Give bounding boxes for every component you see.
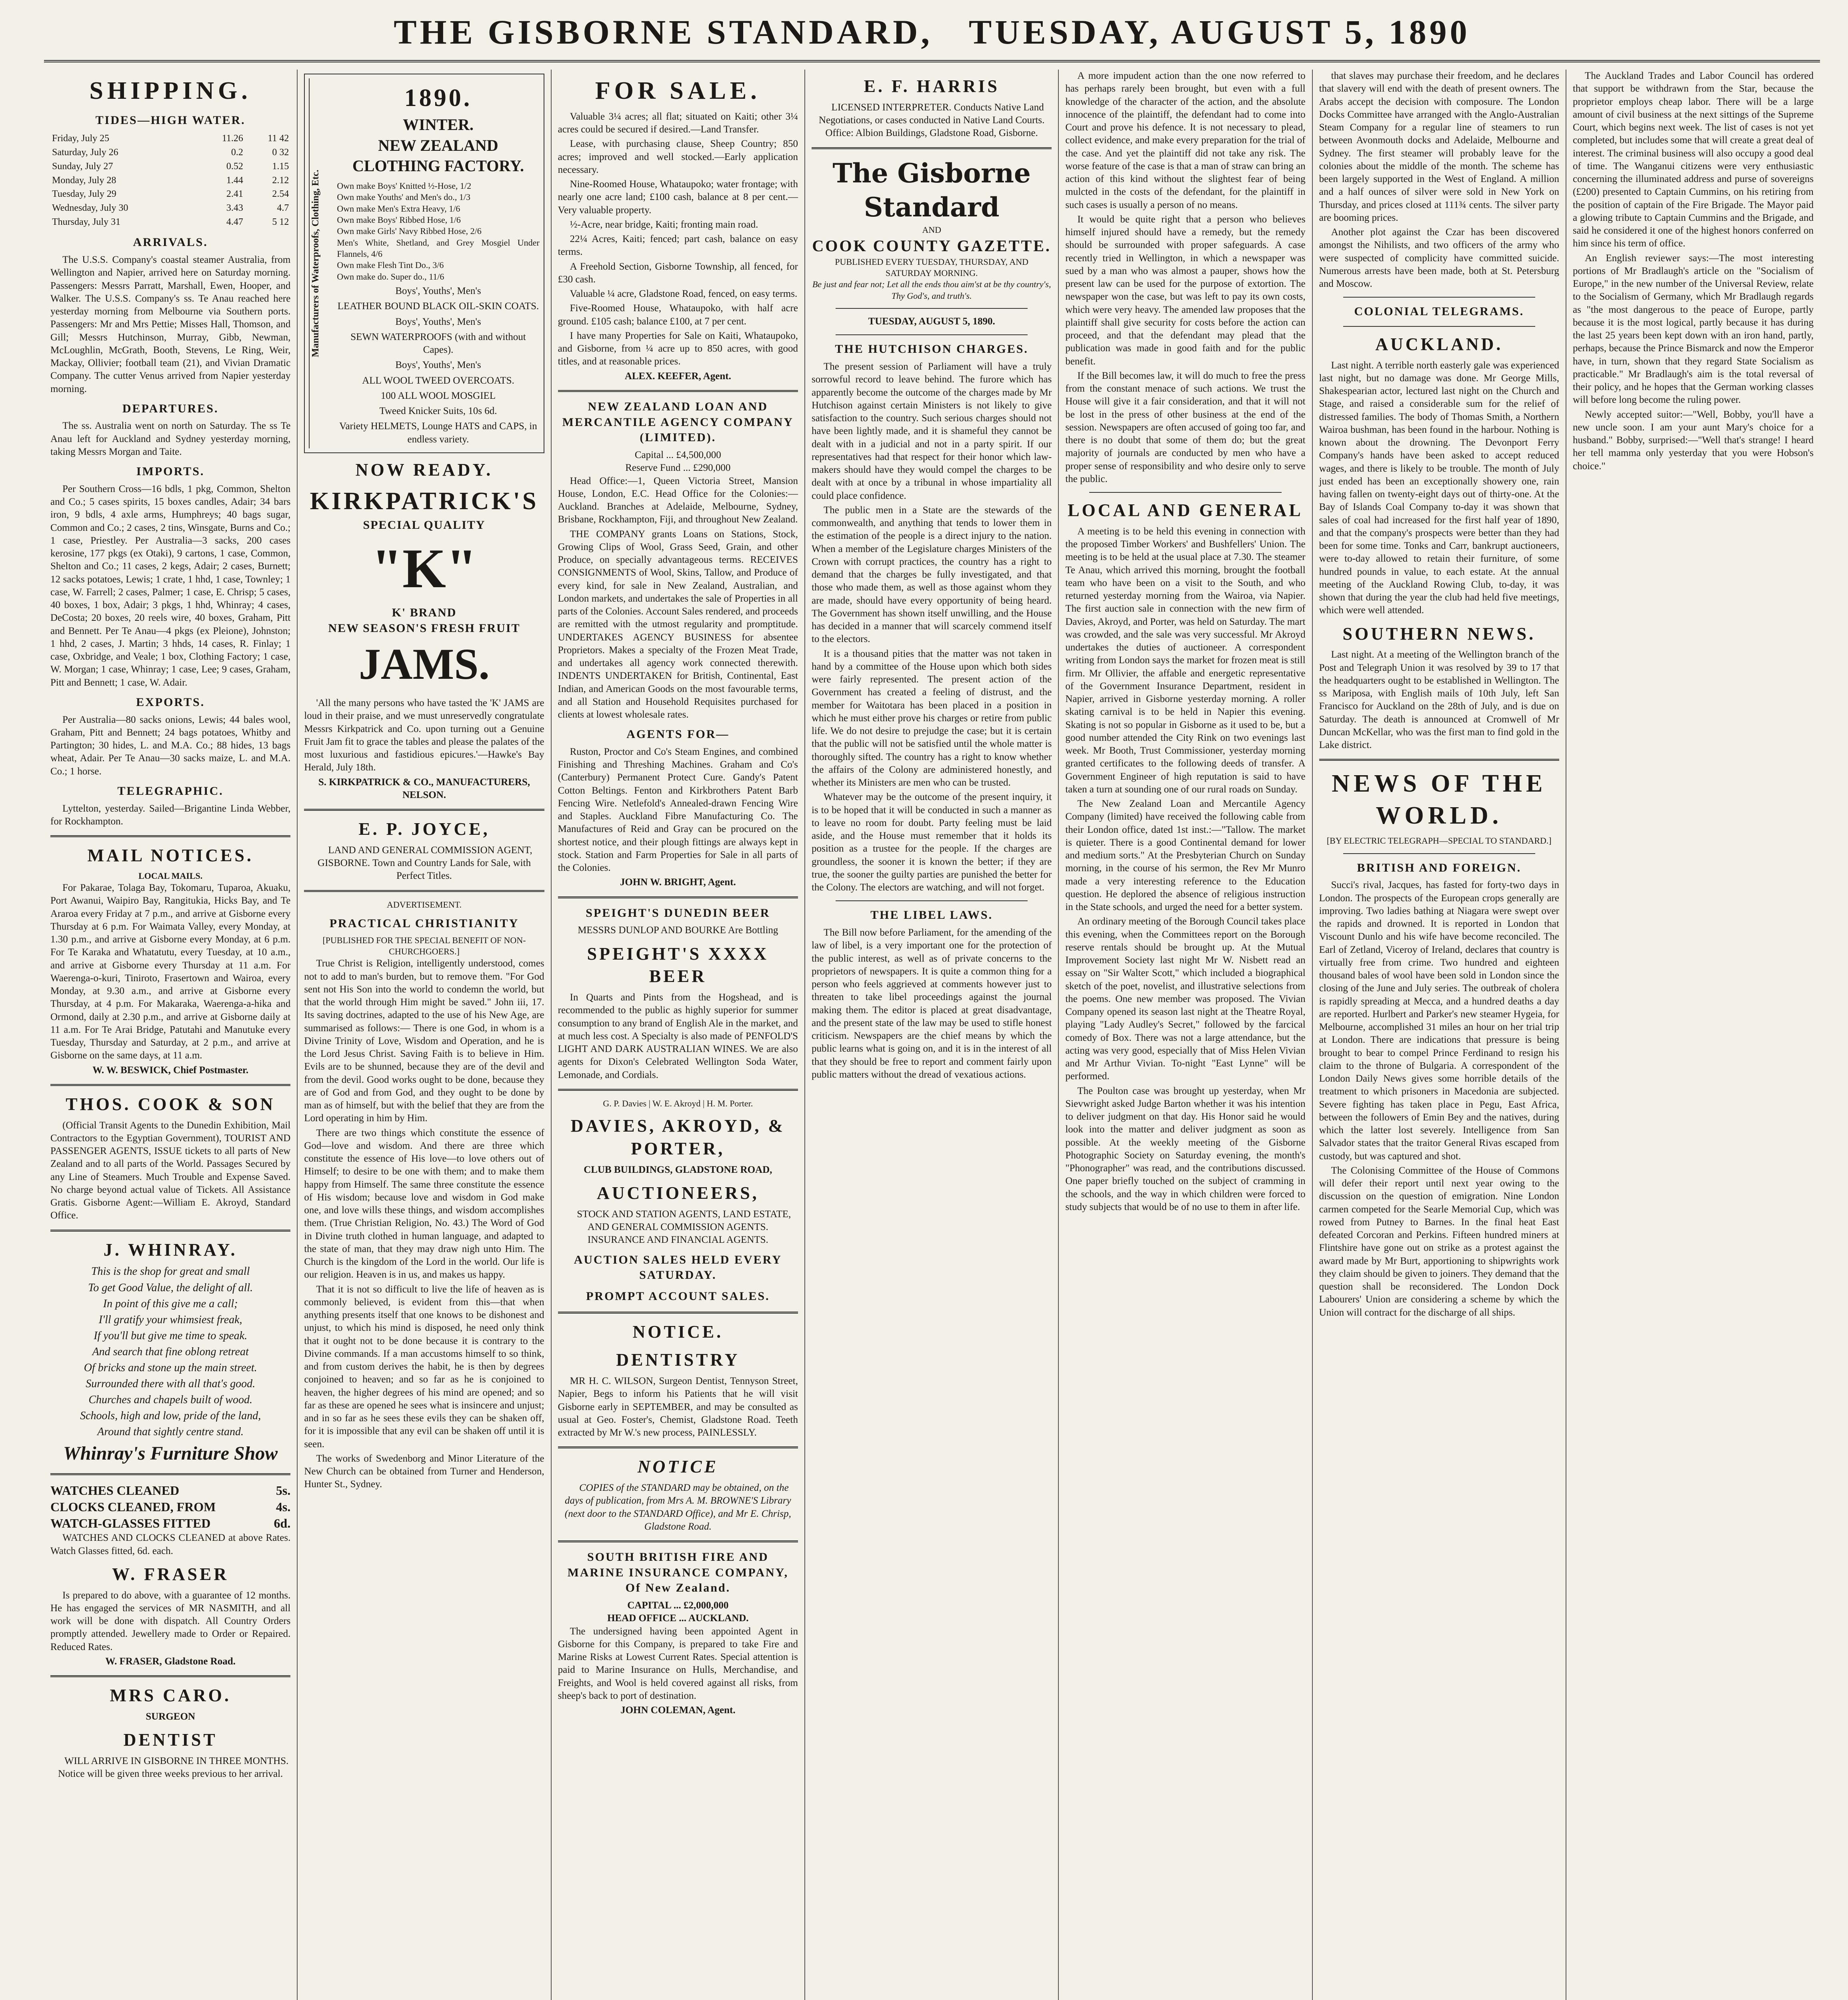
clothing-item: Own make Flesh Tint Do., 3/6 [337,260,444,270]
local-heading: LOCAL AND GENERAL [1068,500,1303,520]
tide-pm: 1.15 [272,161,289,172]
dak-sale: AUCTION SALES HELD EVERY SATURDAY. [574,1253,782,1282]
dak-heading: DAVIES, AKROYD, & PORTER, [570,1116,785,1159]
joyce-text: LAND AND GENERAL COMMISSION AGENT, GISBORNE. Town and Country Lands for Sale, with Perfect Titles. [317,844,532,882]
harris-text: LICENSED INTERPRETER. Conducts Native Land Negotiations, or cases conducted in Native Land Courts. Office: Albion Buildings, Gladstone Road, Gisborne. [818,102,1045,139]
joyce-heading: E. P. JOYCE, [358,819,490,839]
caro-subheading: SURGEON [146,1711,195,1722]
vbar-left: Manufacturers of Waterproofs, Clothing, Etc. [309,78,334,448]
sale-text: I have many Properties for Sale on Kaiti, Whataupoko, and Gisborne, from ¼ acre up to 850 acres, with good titles, and at reasonable prices. [558,330,798,367]
dentistry-heading: DENTISTRY [616,1350,740,1370]
shipping-heading: SHIPPING. [89,77,252,104]
speight-big: SPEIGHT'S XXXX BEER [587,944,769,986]
tide-am: 0.52 [226,161,243,172]
whinray-script: Whinray's Furniture Show [63,1442,278,1464]
mail-heading: MAIL NOTICES. [87,846,254,866]
caro-dentist: DENTIST [123,1730,218,1750]
watch-price: 5s. [276,1483,291,1498]
watches-text: WATCHES AND CLOCKS CLEANED at above Rates. Watch Glasses fitted, 6d. each. [50,1532,291,1556]
tide-am: 11.26 [222,133,243,144]
year-text: 1890. [404,84,472,112]
clothing-line: Variety HELMETS, Lounge HATS and CAPS, in endless variety. [339,421,537,445]
tide-day: Friday, July 25 [52,133,110,144]
tide-pm: 2.12 [272,175,289,186]
pc-text-3: That it is not so difficult to live the life of heaven as is commonly believed, is evident from this—that when anything presents itself that one knows to be dishonest and unjust, to which his mind is disposed, he need only think that it ought not to be done because it is contrary to the Divine commands. If a man accustoms himself to so think, and from custom derives the habit, he is then by degrees conjoined to heaven; and so far as he is conjoined to heaven, the higher degrees of his mind are opened; and so far as these are opened he sees what is insincere and unjust; and in so far as he sees these evils they can be shaken off, for it is impossible that any evil can be shaken off until it is seen. [304,1284,544,1450]
whinray-line: Surrounded there with all that's good. [86,1378,256,1390]
paper-pub: PUBLISHED EVERY TUESDAY, THURSDAY, AND SATURDAY MORNING. [835,256,1028,278]
libel-text: The Bill now before Parliament, for the amending of the law of libel, is a very important one for the protection of the public interest, as well as of private concerns to the proprietors of newspapers. It is quite a common thing for a person who feels aggrieved at comments however just to threaten to take libel proceedings against the journal making them. The editor is placed at great disadvantage, and the present state of the law may be used to stifle honest criticism. Newspapers are the chief means by which the public learns what is going on, and it is in the interest of all that they should be free to report and comment fairly upon public matters without the dread of vexatious actions. [811,927,1052,1080]
departures-heading: DEPARTURES. [122,402,219,415]
imports-text: Per Southern Cross—16 bdls, 1 pkg, Common, Shelton and Co.; 5 cases spirits, 15 boxes candles, Adair; 34 bars iron, 9 bdls, 4 axle arms, Humphreys; 40 bags sugar, Common and Co.; 2 cases, 2 tins, Winsgate, Burns and Co.; 1 case, Priestley. Per Australia—3 sacks, 200 cases kerosine, 177 pkgs (ex Otaki), 9 cartons, 1 case, Common, Shelton and Co.; 11 cases, 2 kegs, Adair; 2 cases, Burnett; 12 sacks potatoes, Lewis; 1 crate, 1 hhd, 1 case, Townley; 1 case, W. Farrell; 2 cases, Palmer; 1 case, E. Chrisp; 5 cases, 40 boxes, 1 box, Adair; 3 pkgs, 1 hhd, Whinray; 4 cases, DeCosta; 20 boxes, 20 reels wire, 40 boxes, Graham, Pitt and Bennett. Per Te Anau—4 pkgs (ex Pleione), Johnston; 1 hhd, 2 cases, J. Martin; 3 hhds, 14 cases, R. Finlay; 1 case, Oxbridge, and Veale; 1 box, Clothing Factory; 1 case, W. Morgan; 1 case, Whinray; 1 case, Lee; 9 cases, Graham, Pitt and Bennett; 1 case, W. Adair. [50,483,291,688]
hutch-text-1: The present session of Parliament will have a truly sorrowful record to leave behind. The furore which has apparently become the outcome of the charges made by Mr Hutchison against certain Ministers is not likely to give satisfaction to the country. Such serious charges should not have been lightly made, and it is shameful they cannot be dealt with in a judicial and not in a party spirit. If our representatives had that respect for their honor which law-makers should have they would compel the charges to be dealt with at once by a tribunal in whose impartiality all could place confidence. [811,361,1052,501]
tide-day: Wednesday, July 30 [52,203,128,214]
foreign-cont-1: that slaves may purchase their freedom, and he declares that slavery will end with the death of present owners. The Arabs accept the decision with composure. The London Docks Committee have arranged with the Anglo-Australian Steam Company for a regular line of steamers to run between Avonmouth docks and Adelaide, Melbourne and Sydney. The first steamer will probably leave for the colonies about the middle of the month. The scheme has been largely supported in the West of England. A million and a half ounces of silver were sold in New York on Thursday, and prices closed at 111¾ cents. The silver party are booming prices. [1319,70,1559,223]
caro-heading: MRS CARO. [110,1686,231,1706]
whinray-line: Churches and chapels built of wood. [88,1394,252,1406]
southern-text: Last night. At a meeting of the Wellington branch of the Post and Telegraph Union it was resolved by 39 to 17 that the headquarters ought to be established in Wellington. The ss Mariposa, with English mails of 10th July, left San Francisco for Auckland on the 28th of July, and is due on Saturday. The death is announced at Cromwell of Mr Duncan McKellar, who was the first man to find gold in the Lake district. [1319,649,1559,751]
column-2 [298,70,551,2000]
foreign-cont-2: Another plot against the Czar has been discovered amongst the Nihilists, and two officers of the army who were suspected of complicity have committed suicide. Numerous arrests have been made, both at St. Petersburg and Moscow. [1319,227,1559,289]
paper-masthead [812,156,1052,302]
paper-motto: Be just and fear not; Let all the ends thou aim'st at be thy country's, Thy God's, and truth's. [812,279,1051,301]
column-1 [44,70,298,2000]
tide-day: Thursday, July 31 [52,217,121,228]
british-heading: BRITISH AND FOREIGN. [1357,861,1522,874]
clothing-line: ALL WOOL TWEED OVERCOATS. [362,375,514,386]
tide-day: Saturday, July 26 [52,147,118,158]
watch-price-row [50,1515,290,1532]
watches-list [50,1482,290,1532]
tide-pm: 11 42 [268,133,289,144]
advert-label: ADVERTISEMENT. [386,899,462,910]
pc-text-2: There are two things which constitute the essence of God—love and wisdom. And there are three which constitute the essence of His love—to love others out of Himself; to desire to be one with them; and to make them happy from Himself. The same three constitute the essence of His wisdom; because love and wisdom in God make one, and love wills these things, and wisdom accomplishes them. (True Christian Religion, No. 43.) The Word of God in Divine truth clothed in human language, and adapted to the state of man, that they may draw nigh unto Him. The Church is the kingdom of the Lord in the world. Our life is our religion. Heaven is in us, and makes us happy. [304,1127,544,1280]
watch-price-row [50,1499,290,1515]
clothing-line: SEWN WATERPROOFS (with and without Capes). [350,331,526,356]
watch-price-row [50,1482,290,1499]
whinray-lines [50,1264,290,1439]
pc-text-4: The works of Swedenborg and Minor Literature of the New Church can be obtained from Turner and Henderson, Hunter St., Sydney. [304,1453,544,1490]
tide-pm: 0 32 [272,147,289,158]
tides-table [50,132,290,230]
kirk-k: "K" [371,538,477,600]
tide-row [50,215,290,229]
watch-price: 4s. [276,1499,291,1514]
tides-heading: TIDES—HIGH WATER. [95,113,246,127]
sale-item: Five-Roomed House, Whataupoko, with half acre ground. £105 cash; balance £100, at 7 per cent. [558,303,798,327]
southern-heading: SOUTHERN NEWS. [1342,624,1536,644]
local-text-1: A meeting is to be held this evening in connection with the proposed Timber Workers' and Bushfellers' Union. The meeting is to be held at the usual place at 7.30. The steamer Te Anau, which arrived this morning, brought the football team who have been on a visit to the South, and who returned yesterday morning from the Wairoa, via Napier. The first auction sale in connection with the new firm of Davies, Akroyd, and Porter, was held on Saturday. The mart was crowded, and the sale was very successful. Mr Akroyd undertakes the duties of auctioneer. A correspondent writing from London says the market for frozen meat is still firm. Mr Ollivier, the affable and energetic representative of the Government Insurance Department, resident in Napier, arrived in Gisborne yesterday morning. A roller skating carnival is to be held in Napier this evening. Skating is not so popular in Gisborne as it used to be, but a good number attended the City Rink on two evenings last week. Mr Booth, Trust Commissioner, yesterday morning granted certificates to the following deeds of transfer. A Government Engineer of high reputation is said to have taken a turn at sounding one of our rural roads on Sunday. [1065,526,1306,795]
mail-subheading: LOCAL MAILS. [138,870,203,881]
nzlm-sign: JOHN W. BRIGHT, Agent. [620,877,736,888]
whinray-line: If you'll but give me time to speak. [94,1329,248,1342]
tide-row [50,174,290,188]
clothing-item: Men's White, Shetland, and Grey Mosgiel Under Flannels, 4/6 [337,237,540,259]
libel-heading: THE LIBEL LAWS. [870,908,993,922]
nzlm-reserve: Reserve Fund ... £290,000 [625,462,731,474]
dak-prompt: PROMPT ACCOUNT SALES. [586,1289,770,1303]
cont-text-1: A more impudent action than the one now referred to has perhaps rarely been brought, but even with a full knowledge of the character of the action, and the absolute innocence of the plaintiff, the defendant had to come into Court and prove his defence. It is not necessary to plead, collect evidence, and make every preparation for the trial of the case. And yet the plaintiff did not take any risk. The worse feature of the case is that a man of straw can bring an action of this kind without the slightest fear of being mulcted in the costs of the defendant, for the plaintiff in such cases is usually a person of no means. [1065,70,1306,210]
column-3 [552,70,805,2000]
clothing-item: Own make Girls' Navy Ribbed Hose, 2/6 [337,226,482,236]
tide-am: 4.47 [226,217,243,228]
tide-row [50,160,290,174]
caro-text: WILL ARRIVE IN GISBORNE IN THREE MONTHS. Notice will be given three weeks previous to her arrival. [58,1755,289,1780]
exports-heading: EXPORTS. [136,695,205,709]
kirk-heading: KIRKPATRICK'S [310,487,539,515]
colonial-heading: COLONIAL TELEGRAMS. [1354,305,1524,318]
sale-item: 22¼ Acres, Kaiti; fenced; part cash, balance on easy terms. [558,234,798,258]
tide-day: Monday, July 28 [52,175,116,186]
sale-item: A Freehold Section, Gisborne Township, all fenced, for £30 cash. [558,261,798,285]
tide-am: 0.2 [231,147,243,158]
clothing-item: Own make Men's Extra Heavy, 1/6 [337,203,460,214]
sb-text: The undersigned having been appointed Agent in Gisborne for this Company, is prepared to take Fire and Marine Risks at Lowest Current Rates. Special attention is paid to Marine Insurance on Hulls, Merchandise, and Freights, and Wool is held covered against all risks, from sheep's back to port of destination. [558,1626,798,1701]
dentistry-text: MR H. C. WILSON, Surgeon Dentist, Tennyson Street, Napier, Begs to inform his Patients that he will visit Gisborne early in SEPTEMBER, and may be consulted as usual at Geo. Foster's, Chemist, Gladstone Road. Teeth extracted by Mr W.'s new process, PAINLESSLY. [558,1376,798,1438]
tide-pm: 4.7 [277,203,289,214]
pc-text-1: True Christ is Religion, intelligently understood, comes not to add to man's burden, but to remove them. "For God sent not His Son into the world to condemn the world, but that the world through Him might be saved." John iii, 17. Its saving doctrines, adapted to the use of his New Age, are summarised as follows:— There is one God, in whom is a Divine Trinity of Love, Wisdom and Operation, and he is the Lord Jesus Christ. Saving Faith is to believe in Him. Evils are to be shunned, because they are of the devil and from the devil. Good works ought to be done, because they are of God and from God, and they ought to be done by man as of himself, but with the belief that they are from the Lord operating in him by Him. [304,958,544,1124]
dak-text: STOCK AND STATION AGENTS, LAND ESTATE, AND GENERAL COMMISSION AGENTS. INSURANCE AND FINANCIAL AGENTS. [577,1208,791,1246]
whinray-line: And search that fine oblong retreat [92,1345,249,1358]
fraser-sign: W. FRASER, Gladstone Road. [105,1656,236,1667]
auckland-heading: AUCKLAND. [1375,334,1503,354]
column-6 [1313,70,1566,2000]
kirk-brand: K' BRAND [392,606,457,619]
telegraphic-text: Lyttelton, yesterday. Sailed—Brigantine Linda Webber, for Rockhampton. [50,803,291,827]
cook-text: (Official Transit Agents to the Dunedin Exhibition, Mail Contractors to the Egyptian Government), TOURIST AND PASSENGER AGENTS, ISSUE tickets to all parts of New Zealand and to all parts of the World. Passages Secured by any Line of Steamers. Much Trouble and Expense Saved. No charge beyond actual value of Tickets. All Assistance Gratis. Gisborne Agent:—William E. Akroyd, Standard Office. [50,1120,291,1221]
clothing-item: Own make Boys' Ribbed Hose, 1/6 [337,214,461,225]
tide-pm: 2.54 [272,189,289,200]
tide-day: Sunday, July 27 [52,161,113,172]
masthead-date: TUESDAY, AUGUST 5, 1890 [968,13,1470,51]
paper-subtitle: COOK COUNTY GAZETTE. [812,237,1051,255]
hutch-heading: THE HUTCHISON CHARGES. [835,342,1028,356]
watch-service: WATCH-GLASSES FITTED [50,1516,211,1531]
departures-text: The ss. Australia went on north on Saturday. The ss Te Anau left for Auckland and Sydney yesterday morning, taking Messrs Morgan and Taite. [50,420,291,457]
hutch-text-2: The public men in a State are the stewards of the commonwealth, and anything that tends to lower them in the estimation of the people is a direct injury to the nation. When a member of the Legislature charges Ministers of the Crown with corrupt practices, the country has a right to demand that the charges be fully investigated, and that those who made them, as well as those against whom they are made, should have every opportunity of being heard. The Government has shown itself unwilling, and the House has decided in a manner that will scarcely commend itself to the electors. [811,504,1052,645]
sale-items [558,110,798,328]
paper-and: AND [922,224,941,235]
dak-names: G. P. Davies | W. E. Akroyd | H. M. Porter. [603,1098,753,1108]
clothing-line: Boys', Youths', Men's [395,286,481,297]
british-text-2: The Colonising Committee of the House of Commons will defer their report until next year owing to the discussion on the question of emigration. Nine London carmen competed for the Searle Memorial Cup, which was rowed from Putney to Barnes. In the final heat East defeated Corcoran and Perkins. Fifteen hundred miners at Flintshire have gone out on strike as a protest against the award made by Mr Burt, apportioning to shipwrights work they claim should be given to joiners. They demand that the question shall be reconsidered. The London Dock Labourers' Union are considering a scheme by which the Union will contract for the discharge of all ships. [1319,1165,1559,1318]
whinray-line: Of bricks and stone up the main street. [84,1362,257,1374]
speight-heading: SPEIGHT'S DUNEDIN BEER [586,906,770,920]
news-heading: NEWS OF THE WORLD. [1332,770,1547,830]
local-text-2: The New Zealand Loan and Mercantile Agency Company (limited) have received the following cable from their London office, dated 1st inst.:—"Tallow. The market is quieter. There is a good Continental demand for lower and medium sorts." At the Presbyterian Church on Sunday morning, in the course of his sermon, the Rev Mr Munro made a very interesting reference to the Education question. He deplored the absence of religious instruction in the State schools, and urged the need for a better system. [1065,798,1306,912]
column-4 [805,70,1059,2000]
tide-day: Tuesday, July 29 [52,189,116,200]
tide-am: 1.44 [226,175,243,186]
kirk-text: 'All the many persons who have tasted the 'K' JAMS are loud in their praise, and we must unreservedly congratulate Messrs Kirkpatrick and Co. upon turning out a Genuine Fruit Jam fit to grace the tables and please the palates of the most luxurious and fastidious epicures.'—Hawke's Bay Herald, July 18th. [304,698,544,773]
notice2-heading: NOTICE [637,1457,718,1477]
misc-text-1: The Auckland Trades and Labor Council has ordered that support be withdrawn from the Star, because the proprietor employs cheap labor. There will be a large amount of civil business at the next sittings of the Supreme Court, which begins next week. The list of cases is not yet completed, but includes some that will create a great deal of interest. The criminal business will also occupy a good deal of time. The Wanganui citizens were very enthusiastic concerning the illuminated address and purse of sovereigns (£200) presented to Captain Cummins, on his retiring from the position of captain of the Fire Brigade. The Mayor paid a glowing tribute to Captain Cummins and the Brigade, and said he considered it one of the highest honors conferred on him since his term of office. [1572,70,1814,249]
agents-heading: AGENTS FOR— [626,728,730,741]
auckland-text: Last night. A terrible north easterly gale was experienced last night, but no damage was done. Mr George Mills, Shakespearian actor, lectured last night on the Church and Stage, and raised a considerable sum for the relief of distressed families. The body of Thomas Smith, a Northern Wairoa bushman, has been found in the harbour. Nothing is known about the drowning. The Devonport Ferry Company's hands have been asked to accept reduced wages, and there is likely to be trouble. The month of July just ended has been an exceptionally showery one, rain having fallen on twenty-eight days out of thirty-one. At the Bay of Islands Coal Company to-day it was shown that sales of coal had increased for the first half year of 1890, and that the company's prospects were better than they had been for some time. Tonks and Carr, bankrupt auctioneers, were to-day allowed to retain their furniture, of some hundred pounds in value, to each estate. At the annual meeting of the Auckland Rowing Club, to-day, it was shown that during the year the club had held five meetings, which were well attended. [1319,360,1559,616]
clothing-line: Tweed Knicker Suits, 10s 6d. [379,406,497,417]
mail-sign: W. W. BESWICK, Chief Postmaster. [92,1064,249,1076]
clothing-lines [337,285,539,446]
sale-item: Valuable ¼ acre, Gladstone Road, fenced, on easy terms. [570,288,798,300]
meeting-text-2: The Poulton case was brought up yesterday, when Mr Sievwright asked Judge Barton whether it was his intention to deliver judgment on that day. His Honor said he would look into the matter and deliver judgment as soon as possible. At the weekly meeting of the Gisborne Photographic Society on Saturday evening, the month's "Phonographer" was read, and the contributions discussed. One paper briefly touched on the subject of cramming in the schools, and the way in which children were forced to study subjects that would be of no use to them in after life. [1065,1085,1306,1212]
imports-heading: IMPORTS. [136,465,205,478]
clothing-factory-heading: NEW ZEALAND CLOTHING FACTORY. [352,136,524,175]
fraser-text: Is prepared to do above, with a guarantee of 12 months. He has engaged the services of MR NASMITH, and all work will be done with dispatch. All Country Orders promptly attended. Jewellery made to Order or Repaired. Reduced Rates. [50,1590,291,1652]
whinray-line: Schools, high and low, pride of the land, [80,1410,261,1422]
kirk-sign: S. KIRKPATRICK & CO., MANUFACTURERS, NELSON. [318,776,530,800]
sb-head: HEAD OFFICE ... AUCKLAND. [607,1613,749,1624]
nzlm-heading: NEW ZEALAND LOAN AND MERCANTILE AGENCY COMPANY (LIMITED). [562,400,794,444]
fraser-heading: W. FRASER [112,1564,229,1584]
clothing-item: Own make do. Super do., 11/6 [337,271,444,282]
cont-text-3: If the Bill becomes law, it will do much to free the press from the constant menace of such actions. We trust the House will give it a fair consideration, and that it will not be lost in the press of other business at the end of the session. Newspapers are often accused of going too far, and there is no doubt that some of them do; but the great majority of journals are conducted by men who have a proper sense of responsibility and who desire only to serve the public. [1065,370,1306,484]
misc-text-3: Newly accepted suitor:—"Well, Bobby, you'll have a new uncle soon. I am your aunt Mary's choice for a husband." Bobby, surprised:—"Well that's strange! I heard her tell mamma only yesterday that you were Hobson's choice." [1572,409,1814,472]
clothing-item: Own make Boys' Knitted ½-Hose, 1/2 [337,180,472,191]
british-text-1: Succi's rival, Jacques, has fasted for forty-two days in London. The prospects of the European crops generally are improving. Two ladies bathing at Niagara were swept over the rapids and drowned. It is reported in London that Viscount Dunlo and his wife have become reconciled. The Earl of Zetland, Viceroy of Ireland, declares that country is virtually free from crime. Two hundred and eighteen thousand bales of wool have been sold in London since the closing of the June and July series. The outbreak of cholera is rapidly spreading at Mecca, and a hundred deaths a day are reported. Hurlbert and Parker's new steamer Hygeia, for Melbourne, accomplished 31 miles an hour on her trial trip at London. There are indications that pressure is being brought to bear to compel Prince Ferdinand to resign his claim to the throne of Bulgaria. A correspondent of the London Daily News gives some horrible details of the treatment to which prisoners in Macedonia are subjected. Severe fighting has taken place in Pegu, East Africa, between the followers of Emin Bey and the natives, during which the latter lost severely. Intelligence from San Salvador states that the traitor General Rivas escaped from custody, but was captured and shot. [1319,880,1559,1162]
pc-sub: [PUBLISHED FOR THE SPECIAL BENEFIT OF NON-CHURCHGOERS.] [322,935,526,957]
watch-service: WATCHES CLEANED [50,1483,180,1498]
nzlm-text-2: THE COMPANY grants Loans on Stations, Stock, Growing Clips of Wool, Grass Seed, Grain, and other Produce, on specially advantageous terms. RECEIVES CONSIGNMENTS of Wool, Skins, Tallow, and Produce of every kind, for sale in New Zealand, Australian, and London markets, and undertakes the sale of Properties in all parts of the Colonies. Account Sales rendered, and proceeds are remitted with the utmost regularity and promptitude. UNDERTAKES AGENCY BUSINESS for absentee Proprietors. Makes a specialty of the Frozen Meat Trade, and undertakes all agency work connected therewith. INDENTS UNDERTAKEN for British, Continental, East Indian, and American Goods on the most favourable terms, and all Station and Household Requisites purchased for clients at lowest wholesale rates. [558,528,798,720]
telegraphic-heading: TELEGRAPHIC. [117,784,224,798]
sb-sign: JOHN COLEMAN, Agent. [620,1705,736,1716]
whinray-line: In point of this give me a call; [103,1297,238,1310]
sale-item: Nine-Roomed House, Whataupoko; water frontage; with nearly one acre land; £100 cash, balance at 8 per cent.—Very valuable property. [558,179,798,216]
meeting-text-1: An ordinary meeting of the Borough Council takes place this evening, when the Committees report on the Borough reserve rentals should be brought up. At the Mutual Improvement Society last night Mr W. Nisbett read an essay on "Sir Walter Scott," which included a biographical sketch of the poet, novelist, and illustrative selections from the poems. One new member was proposed. The Vivian Company opened its season last night at the Theatre Royal, playing "Lady Audley's Secret," followed by the farcical comedy of Box. There was not a large attendance, but the acting was very good, especially that of Miss Helen Vivian and Mr Arthur Vivian. To-night "East Lynne" will be performed. [1065,916,1306,1082]
whinray-line: This is the shop for great and small [91,1265,250,1278]
agents-text: Ruston, Proctor and Co's Steam Engines, and combined Finishing and Threshing Machines. Graham and Co's (Canterbury) Permanent Protect Cure. Gandy's Patent Cotton Beltings. Fenton and Kirkbrothers Patent Barb Fencing Wire. Netlefold's Annealed-drawn Fencing Wire and Staples. Auckland Fibre Manufacturing Co. The Manufactures of Reid and Gray can be procured on the shortest notice, and their plough fittings are always kept in stock. Station and Farm Properties for Sale in all parts of the Colonies. [558,746,798,874]
tide-am: 3.43 [226,203,243,214]
nzlm-text-1: Head Office:—1, Queen Victoria Street, Mansion House, London, E.C. Head Office for the Colonies:—Auckland. Branches at Adelaide, Melbourne, Sydney, Brisbane, Rockhampton, Fiji, and throughout New Zealand. [558,475,798,525]
now-ready: NOW READY. [355,460,493,480]
paper-title: The Gisborne Standard [832,157,1031,223]
mail-text: For Pakarae, Tolaga Bay, Tokomaru, Tuparoa, Akuaku, Port Awanui, Waipiro Bay, Rangitukia, Hicks Bay, and Te Araroa every Friday at 7 p.m., and arrive at Gisborne every Thursday at 6 p.m. For Waimata Valley, every Monday, at 1.30 p.m., and arrive at Gisborne every Monday, at 6 p.m. For Te Karaka and Whatatutu, every Tuesday, at 10 a.m., and arrive at Gisborne every Thursday at 11 a.m. For Waerenga-o-kuri, Tiniroto, Frasertown and Wairoa, every Monday, at 9.30 a.m., and arrive at Gisborne every Thursday, at 4 p.m. For Makaraka, Waerenga-a-hika and Ormond, daily at 2.30 p.m., and arrive at Gisborne daily at 11 a.m. For Te Arai Bridge, Patutahi and Manutuke every Tuesday, Thursday and Saturday, at 2 p.m., and arrive at Gisborne on the same days, at 11 a.m. [50,882,291,1061]
misc-text-2: An English reviewer says:—The most interesting portions of Mr Bradlaugh's article on the "Socialism of Europe," in the new number of the Universal Review, relate to the Socialism of Germany, which Mr Bradlaugh regards as "the most dangerous to the peace of Europe, partly because it is the most logical, partly because it has during the last 25 years been kept down with an iron hand, partly, perhaps, because the Prince Bismarck and now the Emperor have, in turn, shown that they regard State Socialism as practicable." Mr Bradlaugh's aim is the total reversal of their policy, and he hopes that the German working classes will before long become the ruling power. [1572,252,1814,406]
harris-heading: E. F. HARRIS [864,76,1000,96]
sale-heading: FOR SALE. [595,77,761,104]
arrivals-heading: ARRIVALS. [133,236,208,249]
sale-item: Lease, with purchasing clause, Sheep Country; 850 acres; improved and well stocked.—Early application necessary. [558,138,798,175]
tide-pm: 5 12 [272,217,289,228]
tide-row [50,146,290,160]
speight-sub: MESSRS DUNLOP AND BOURKE Are Bottling [578,925,778,936]
clothing-line: Boys', Youths', Men's [395,316,481,327]
tide-row [50,201,290,215]
watch-service: CLOCKS CLEANED, FROM [50,1499,216,1514]
sale-item: Valuable 3¼ acres; all flat; situated on Kaiti; other 3¼ acres could be secured if desired.—Land Transfer. [558,111,798,135]
nzlm-capital: Capital ... £4,500,000 [634,450,721,461]
masthead-title: THE GISBORNE STANDARD, [394,13,933,51]
sb-capital: CAPITAL ... £2,000,000 [627,1600,729,1611]
pc-heading: PRACTICAL CHRISTIANITY [329,917,519,930]
dak-sub: CLUB BUILDINGS, GLADSTONE ROAD, [584,1164,772,1175]
cook-heading: THOS. COOK & SON [66,1094,276,1114]
clothing-item: Own make Youths' and Men's do., 1/3 [337,192,470,202]
whinray-line: Around that sightly centre stand. [97,1426,244,1438]
hutch-text-3: It is a thousand pities that the matter was not taken in hand by a committee of the House upon which both sides were fairly represented. The present action of the Government has created a feeling of distrust, and the member for Waitotara has been placed in a position in which he must either prove his charges or retire from public life. We do not desire to prejudge the case; but it is certain that the public will not be satisfied until the whole matter is thoroughly sifted. The country has a right to know whether the affairs of the Colony are administered honestly, and whether its Ministers are men who can be trusted. [811,648,1052,788]
sb-heading: SOUTH BRITISH FIRE AND MARINE INSURANCE COMPANY, Of New Zealand. [567,1550,789,1595]
watch-price: 6d. [274,1516,291,1531]
clothing-line: Boys', Youths', Men's [395,360,481,371]
hutch-text-4: Whatever may be the outcome of the present inquiry, it is to be hoped that it will be conducted in such a manner as to leave no room for doubt. Party feeling must be laid aside, and the House must remember that it holds its position as a trustee for the people. If the charges are groundless, the sooner it is known the better; if they are true, the sooner the guilty parties are punished the better for the Colony. The electors are watching, and will not forget. [811,792,1052,893]
whinray-line: I'll gratify your whimsiest freak, [98,1313,242,1326]
column-7 [1566,70,1820,2000]
whinray-line: To get Good Value, the delight of all. [88,1281,253,1294]
news-sub: [BY ELECTRIC TELEGRAPH—SPECIAL TO STANDARD.] [1326,836,1552,846]
notice2-text: COPIES of the STANDARD may be obtained, on the days of publication, from Mrs A. M. BROWNE'S Library (next door to the STANDARD Office), and Mr E. Chrisp, Gladstone Road. [564,1482,791,1532]
kirk-season: NEW SEASON'S FRESH FRUIT [328,621,520,635]
kirk-sub: SPECIAL QUALITY [363,518,486,532]
winter-text: WINTER. [403,115,474,134]
masthead [44,12,1820,62]
clothing-line: LEATHER BOUND BLACK OIL-SKIN COATS. [337,301,539,312]
clothing-factory-ad [304,74,544,453]
kirk-jams: JAMS. [359,640,490,689]
arrivals-text: The U.S.S. Company's coastal steamer Australia, from Wellington and Napier, arrived here on Saturday morning. Passengers: Messrs Parratt, Marshall, Ewen, Hooper, and Walker. The U.S.S. Company's ss. Te Anau reached here yesterday morning from Melbourne via Southern ports. Passengers: Mr and Mrs Pettie; Misses Hall, Thomson, and Gill; Messrs Hutchinson, Murray, Gibb, Newman, McLoughlin, McGrath, Booth, Stevens, Le Ring, Weir, Mackay, Ollivier; football team (21), and Vivian Dramatic Company. The cutter Venus arrived from Napier yesterday morning. [50,254,291,394]
speight-text: In Quarts and Pints from the Hogshead, and is recommended to the public as highly superior for summer consumption to any brand of English Ale in the market, and at much less cost. A Specialty is also made of PENFOLD'S LIGHT AND DARK AUSTRALIAN WINES. We are also agents for Dixon's Celebrated Wellington Soda Water, Lemonade, and Cordials. [558,992,798,1080]
clothing-items [337,180,539,282]
sale-item: ½-Acre, near bridge, Kaiti; fronting main road. [570,219,758,230]
dak-auct: AUCTIONEERS, [596,1183,759,1203]
tide-row [50,132,290,146]
cont-text-2: It would be quite right that a person who believes himself injured should have a remedy, but the remedy should be surrounded with proper safeguards. A case recently tried in Wellington, in which a newspaper was sued by a man who was almost a pauper, shows how the present law can be used for the purpose of extortion. The newspaper won the case, but was left to pay its own costs, which were very heavy. The amended law proposes that the plaintiff shall give security for costs before the action can proceed, and that the defendant may plead that the publication was made in good faith and for the public benefit. [1065,214,1306,367]
tide-row [50,187,290,201]
sale-sign: ALEX. KEEFER, Agent. [624,370,731,382]
column-5 [1059,70,1312,2000]
notice-heading: NOTICE. [632,1322,724,1342]
whinray-heading: J. WHINRAY. [103,1240,238,1260]
tide-am: 2.41 [226,189,243,200]
exports-text: Per Australia—80 sacks onions, Lewis; 44 bales wool, Graham, Pitt and Bennett; 24 bags potatoes, Whitby and Partington; 30 hides, L. and M.A. Co.; 88 hides, 13 bags wheat, Adair. Per Te Anau—30 sacks maize, L. and M.A. Co.; 1 horse. [50,714,291,777]
paper-date: TUESDAY, AUGUST 5, 1890. [868,316,995,327]
clothing-line: 100 ALL WOOL MOSGIEL [380,390,496,401]
